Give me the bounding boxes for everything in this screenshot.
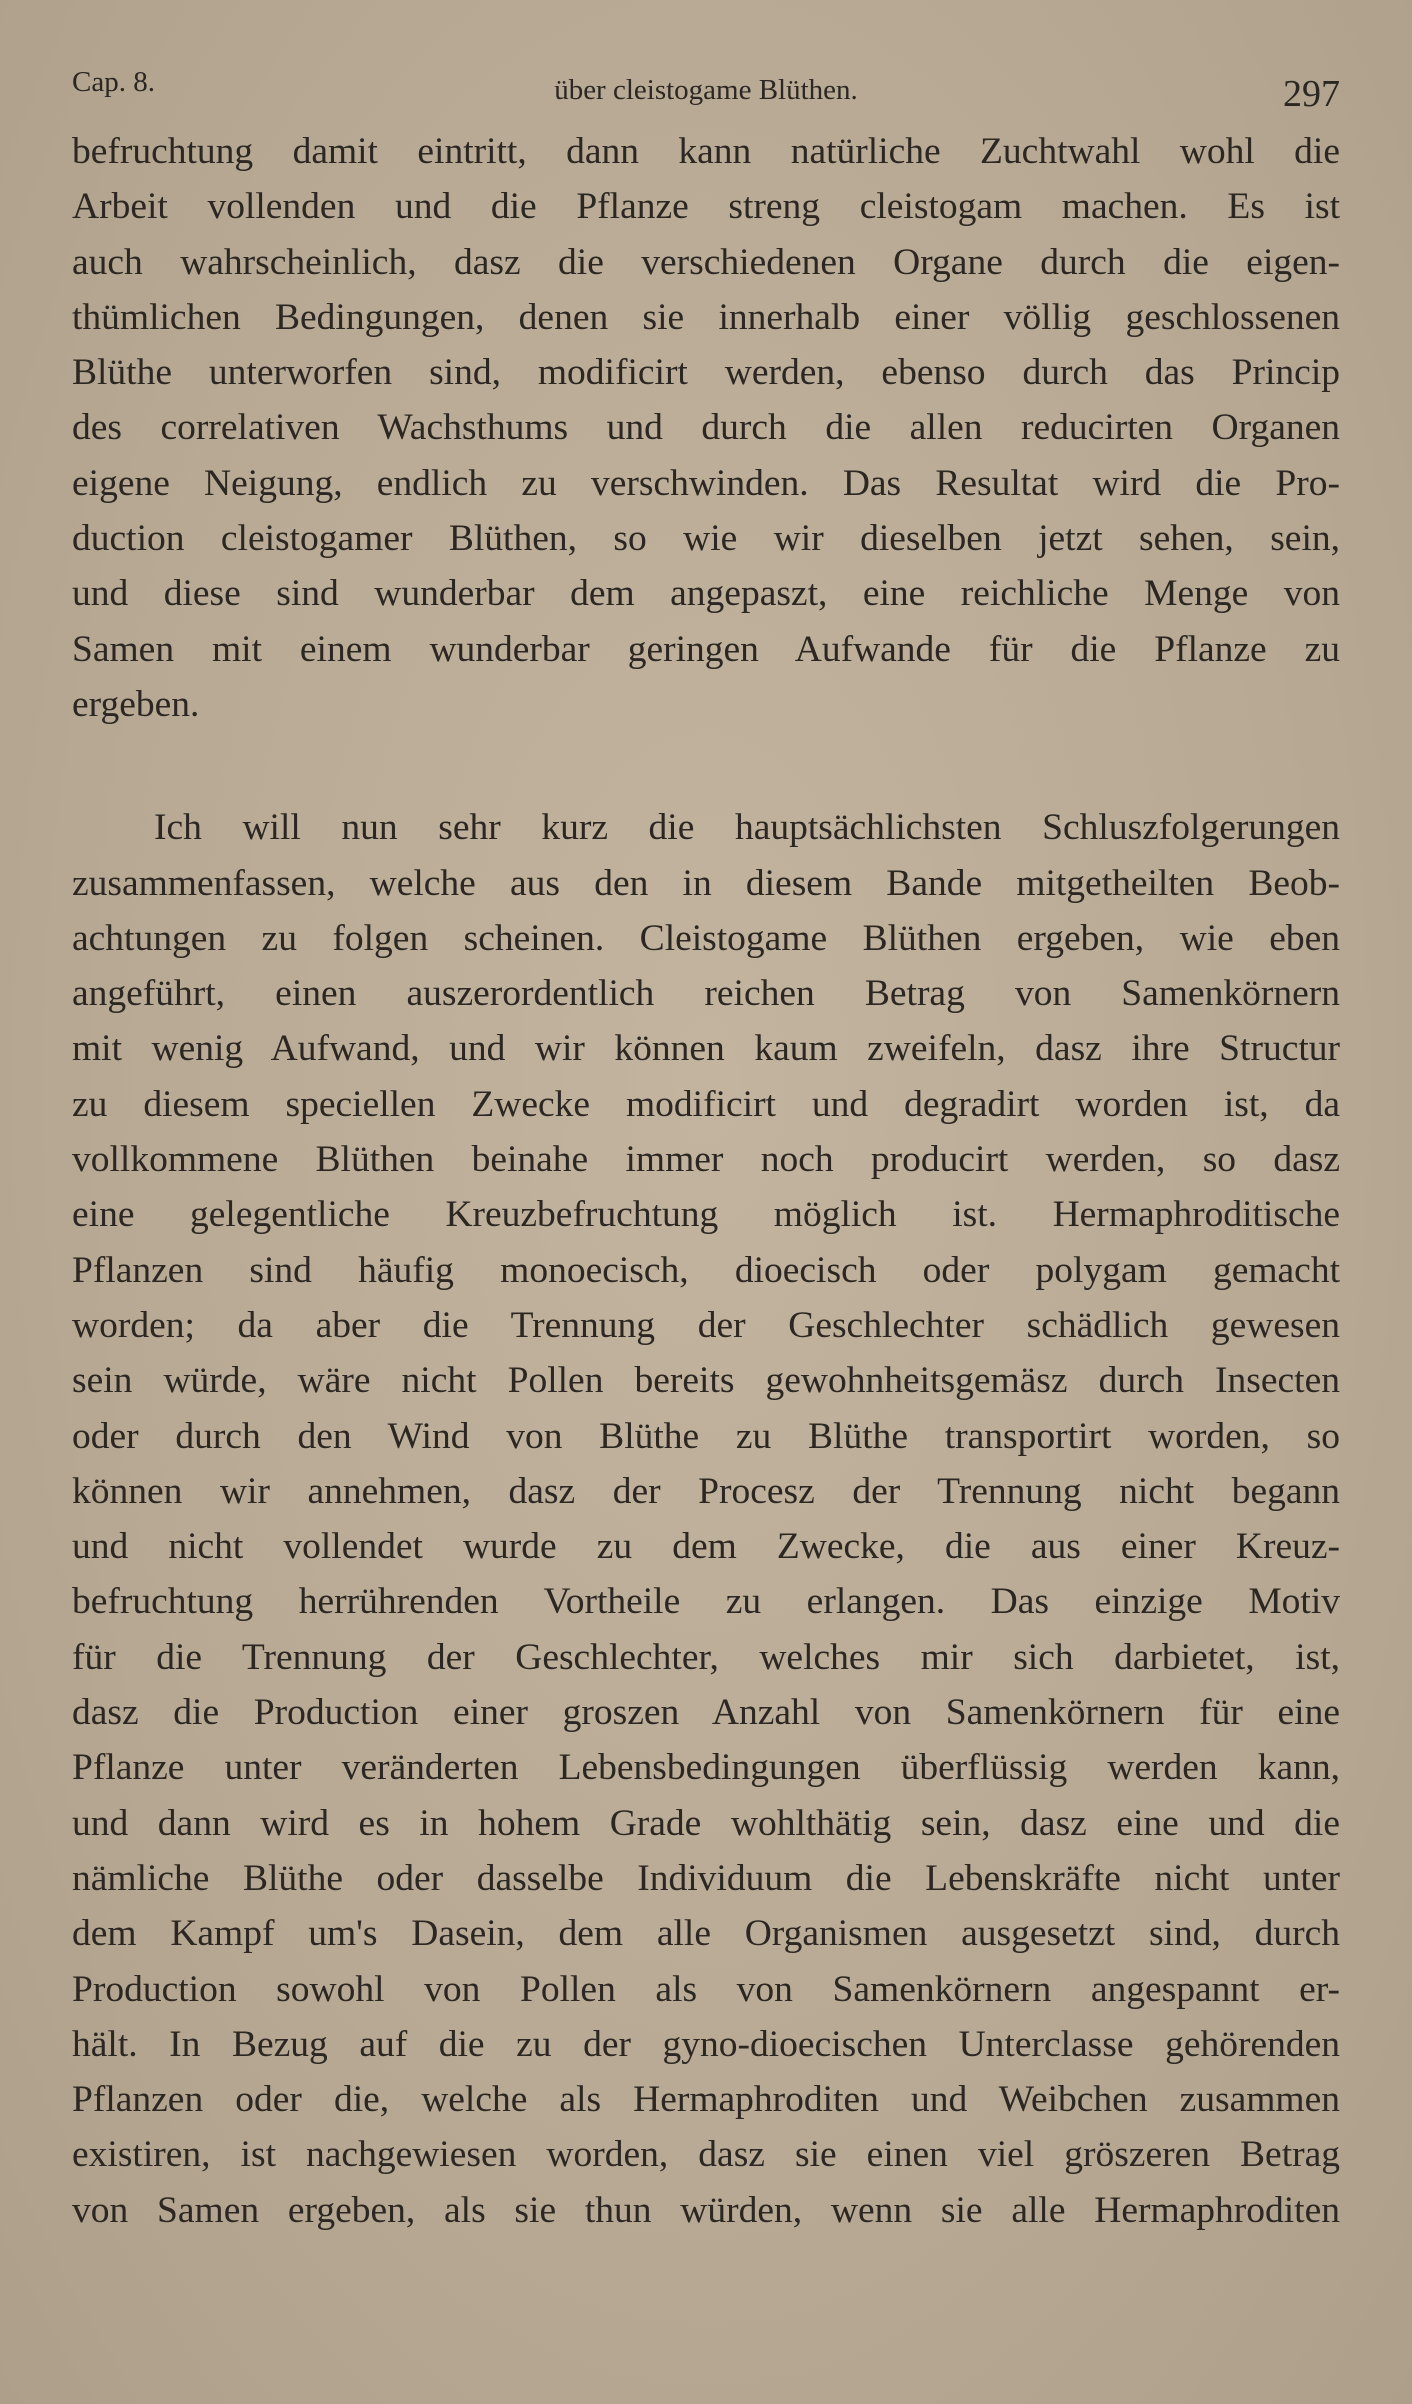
text-line: mit wenig Aufwand, und wir können kaum zweifeln, dasz ihre Structur — [72, 1028, 1340, 1070]
text-line: zu diesem speciellen Zwecke modificirt und degradirt worden ist, da — [72, 1083, 1340, 1125]
text-line: eigene Neigung, endlich zu verschwinden. Das Resultat wird die Pro- — [72, 462, 1340, 504]
text-line: existiren, ist nachgewiesen worden, dasz sie einen viel gröszeren Betrag — [72, 2134, 1340, 2176]
text-line: Arbeit vollenden und die Pflanze streng cleistogam machen. Es ist — [72, 186, 1340, 228]
paragraph-gap — [72, 732, 1340, 800]
text-line: thümlichen Bedingungen, denen sie innerhalb einer völlig geschlossenen — [72, 296, 1340, 338]
text-line: zusammenfassen, welche aus den in diesem Bande mitgetheilten Beob- — [72, 862, 1340, 904]
text-line: Pflanze unter veränderten Lebensbedingungen überflüssig werden kann, — [72, 1747, 1340, 1789]
text-line: sein würde, wäre nicht Pollen bereits gewohnheitsgemäsz durch Insecten — [72, 1360, 1340, 1402]
text-line: Ich will nun sehr kurz die hauptsächlichsten Schluszfolgerungen — [154, 807, 1340, 849]
text-line: von Samen ergeben, als sie thun würden, wenn sie alle Hermaphroditen — [72, 2189, 1340, 2231]
text-line: nämliche Blüthe oder dasselbe Individuum die Lebenskräfte nicht unter — [72, 1857, 1340, 1899]
book-page — [72, 60, 1340, 2360]
text-line: vollkommene Blüthen beinahe immer noch producirt werden, so dasz — [72, 1139, 1340, 1181]
page-number: 297 — [1283, 73, 1340, 115]
text-line: befruchtung herrührenden Vortheile zu erlangen. Das einzige Motiv — [72, 1581, 1340, 1623]
text-line: für die Trennung der Geschlechter, welches mir sich darbietet, ist, — [72, 1636, 1340, 1678]
text-line: duction cleistogamer Blüthen, so wie wir dieselben jetzt sehen, sein, — [72, 518, 1340, 560]
text-line: dem Kampf um's Dasein, dem alle Organismen ausgesetzt sind, durch — [72, 1913, 1340, 1955]
text-line: eine gelegentliche Kreuzbefruchtung möglich ist. Hermaphroditische — [72, 1194, 1340, 1236]
text-line: angeführt, einen auszerordentlich reichen Betrag von Samenkörnern — [72, 973, 1340, 1015]
text-line: und diese sind wunderbar dem angepaszt, eine reichliche Menge von — [72, 573, 1340, 615]
text-line: achtungen zu folgen scheinen. Cleistogame Blüthen ergeben, wie eben — [72, 917, 1340, 959]
text-line: und nicht vollendet wurde zu dem Zwecke, die aus einer Kreuz- — [72, 1526, 1340, 1568]
text-line: können wir annehmen, dasz der Procesz der Trennung nicht begann — [72, 1470, 1340, 1512]
text-line: Pflanzen oder die, welche als Hermaphroditen und Weibchen zusammen — [72, 2079, 1340, 2121]
chapter-label: Cap. 8. — [72, 66, 155, 98]
text-line: ergeben. — [72, 683, 200, 725]
text-line: dasz die Production einer groszen Anzahl von Samenkörnern für eine — [72, 1692, 1340, 1734]
text-line: Production sowohl von Pollen als von Samenkörnern angespannt er- — [72, 1968, 1340, 2010]
text-line: befruchtung damit eintritt, dann kann natürliche Zuchtwahl wohl die — [72, 131, 1340, 172]
text-line: auch wahrscheinlich, dasz die verschiedenen Organe durch die eigen- — [72, 241, 1340, 283]
text-line: hält. In Bezug auf die zu der gyno-dioecischen Unterclasse gehörenden — [72, 2023, 1340, 2065]
running-title: über cleistogame Blüthen. — [554, 74, 858, 106]
page-header — [72, 60, 1340, 124]
text-line: des correlativen Wachsthums und durch die allen reducirten Organen — [72, 407, 1340, 449]
text-line: worden; da aber die Trennung der Geschlechter schädlich gewesen — [72, 1304, 1340, 1346]
paragraph-1 — [72, 124, 1340, 732]
paragraph-2 — [72, 800, 1340, 2238]
text-line: Samen mit einem wunderbar geringen Aufwande für die Pflanze zu — [72, 628, 1340, 670]
text-line: Pflanzen sind häufig monoecisch, dioecisch oder polygam gemacht — [72, 1249, 1340, 1291]
text-line: oder durch den Wind von Blüthe zu Blüthe transportirt worden, so — [72, 1415, 1340, 1457]
text-line: und dann wird es in hohem Grade wohlthätig sein, dasz eine und die — [72, 1802, 1340, 1844]
text-line: Blüthe unterworfen sind, modificirt werden, ebenso durch das Princip — [72, 352, 1340, 394]
